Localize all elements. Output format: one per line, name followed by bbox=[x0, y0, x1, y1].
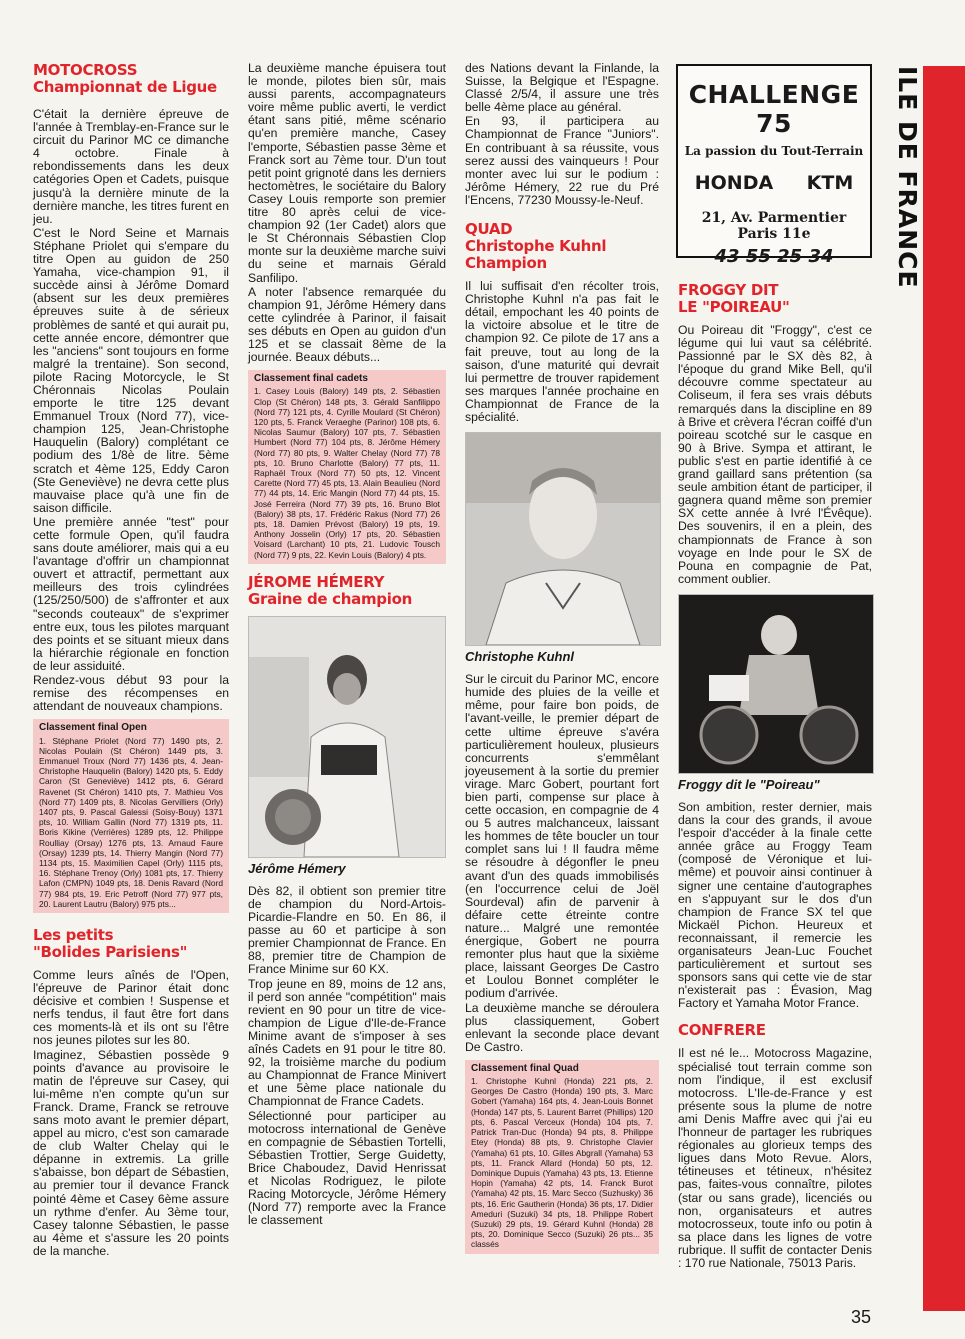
article-paragraph: Rendez-vous début 93 pour la remise des récompenses en attendant de nouveaux champions. bbox=[33, 673, 229, 714]
results-box-quad bbox=[465, 1060, 659, 1254]
confrere-heading: CONFRERE bbox=[678, 1021, 766, 1040]
article-paragraph: Sur le circuit du Parinor MC, encore humide des pluies de la veille et même, pour faire bon poids, de l'avant-veille, le premier départ de cette ultime épreuve s'avéra particulièrement houleux, plusieurs concurrents s'emmêlant joyeusement à la sortie du premier virage. Marc Gobert, pourtant fort bien parti, compense sur place à cette occasion, en compagnie de 4 ou 5 autres malchanceux, laissant les hommes de tête boucler un tour complet sans lui ! Il faudra même se résoudre à dégonfler le pneu avant d'un des quads immobilisés (en l'occurrence celui de Joël Sourdeval) afin de parvenir à défaire cette étreinte contre nature... Malgré une remontée énergique, Gobert ne pourra remonter plus haut que la sixième place, laissant Georges De Castro et Loulou Bonnet compléter le podium d'arrivée. bbox=[465, 672, 659, 1001]
ad-city: Paris 11e bbox=[737, 226, 811, 242]
results-box-title: Classement final Quad bbox=[471, 1062, 579, 1074]
froggy-photo-illustration bbox=[679, 595, 873, 773]
article-paragraph: En 93, il participera au Championnat de France "Juniors". En contribuant à sa réussite, vous serez aussi des vainqueurs ! Pour monter avec lui sur le podium : Jérôme Hémery, 22 rue du Pré l'Encens, 77230 Moussy-le-Neuf. bbox=[465, 114, 659, 207]
article-paragraph: La deuxième manche épuisera tout le monde, pilotes bien sûr, mais aussi parents, accompagnateurs voire même public averti, le verdict étant sans pitié, même scénario qu'en première manche, Casey l'emporte, Sébastien passe 3ème et Franck sort au 7ème tour. D'un tout petit point grignoté dans les derniers hectomètres, le sociétaire du Balory Casey Louis remporte son premier titre 80 après celui de vice-champion 92 (1er Cadet) alors que le St Chéronnais Sébastien Clop monte sur la deuxième marche suivi du seine et marnais Gérald Sanfilipo. bbox=[248, 61, 446, 285]
motocross-title: Championnat de Ligue bbox=[33, 78, 217, 96]
hemery-title: JÉROME HÉMERY bbox=[248, 572, 385, 591]
results-box-text: 1. Casey Louis (Balory) 149 pts, 2. Sébastien Clop (St Chéron) 148 pts, 3. Gérald Sanfilippo (Nord 77) 121 pts, 4. Cyrille Moulard (St Chéron) 120 pts, 5. Franck Veraeghe (Parinor) 108 pts, 6. Nicolas Saumur (Balory) 107 pts, 7. Sébastien Humbert (Nord 77) 104 pts, 8. Jérôme Hémery (Nord 77) 80 pts, 9. Walter Chelay (Nord 77) 78 pts, 10. Bruno Charlotte (Balory) 77 pts, 11. Raphaël Troux (Nord 77) 50 pts, 12. Vincent Carette (Nord 77) 45 pts, 13. Alain Beaulieu (Nord 77) 44 pts, 14. Eric Mangin (Nord 77) 44 pts, 15. José Ferreira (Nord 77) 39 pts, 16. Bruno Blot (Balory) 38 pts, 17. Frédéric Rakus (Nord 77) 26 pts, 18. Damien Prévost (Balory) 19 pts, 19. Anthony Josselin (Orly) 17 pts, 20. Sébastien Voisard (Larchant) 10 pts, 21. Ludovic Tousch (Nord 77) 9 pts, 22. Kevin Louis (Balory) 4 pts. bbox=[254, 386, 440, 560]
quad-kicker: QUAD bbox=[465, 220, 513, 239]
quad-title-line2: Champion bbox=[465, 254, 547, 273]
froggy-title-line2: LE "POIREAU" bbox=[678, 298, 790, 316]
article-paragraph: C'était la dernière épreuve de l'année à Tremblay-en-France sur le circuit du Parinor MC ce dimanche 4 octobre. Finale à rebondissements dans les deux catégories Open et Cadets, puisque jusqu'à la dernière minute de la dernière manche, les titres furent en jeu. bbox=[33, 107, 229, 226]
column-3 bbox=[465, 62, 659, 1262]
results-box-title: Classement final Open bbox=[39, 722, 147, 734]
results-box-title: Classement final cadets bbox=[254, 373, 368, 385]
results-box-text: 1. Stéphane Priolet (Nord 77) 1490 pts, 2. Nicolas Poulain (St Chéron) 1449 pts, 3. Emmanuel Troux (Nord 77) 1436 pts, 4. Jean-Christophe Hauquelin (Balory) 1420 pts, 5. Eddy Caron (St Geneviève) 1412 pts, 6. Gérard Ravenet (St Chéron) 1410 pts, 7. Mathieu Vos (Nord 77) 1409 pts, 8. Nicolas Gervilliers (Orly) 1407 pts, 9. Pascal Galessi (Soisy-Bouy) 1371 pts, 10. William Gallin (Nord 77) 1319 pts, 11. Boris Kikine (Verrières) 1289 pts, 12. Philippe Roulliay (Orsay) 1276 pts, 13. Arnaud Faure (Orsay) 1239 pts, 14. Thierry Mangin (Nord 77) 1134 pts, 15. Maximilien Capel (Orly) 1115 pts, 16. Stéphane Trenoy (Orly) 1081 pts, 17. Thierry Lafon (CMPN) 1049 pts, 18. Denis Ravard (Nord 77) 984 pts, 19. Eric Petroff (Nord 77) 977 pts, 20. Laurent Lautru (Balory) 975 pts... bbox=[39, 735, 223, 909]
article-paragraph: Sélectionné pour participer au motocross international de Genève en compagnie de Sébastien Tortelli, Sébastien Trottier, Serge Guidetty, Brice Chaboudez, David Henrissat et Nicolas Rodriguez, le pilote Racing Motorcycle, Jérôme Hémery (Nord 77) remporte avec la France le classement bbox=[248, 1108, 446, 1228]
column-2 bbox=[248, 62, 446, 1228]
quad-title-line1: Christophe Kuhnl bbox=[465, 237, 607, 256]
motocross-kicker: MOTOCROSS bbox=[33, 61, 138, 79]
ad-brands-row bbox=[678, 172, 870, 194]
kuhnl-photo bbox=[465, 432, 661, 646]
ad-address: 21, Av. Parmentier bbox=[701, 210, 847, 226]
ad-brand: CHALLENGE 75 bbox=[688, 80, 860, 138]
column-4 bbox=[678, 282, 872, 1271]
ad-brand-ktm: KTM bbox=[806, 172, 854, 194]
results-box-text: 1. Christophe Kuhnl (Honda) 221 pts, 2. Georges De Castro (Honda) 190 pts, 3. Marc Gobert (Yamaha) 164 pts, 4. Jean-Louis Bonnet (Honda) 147 pts, 5. Laurent Barret (Phillips) 120 pts, 6. Pascal Verceux (Honda) 104 pts, 7. Patrick Tran-Duc (Honda) 94 pts, 8. Philippe Etey (Honda) 88 pts, 9. Christophe Clavier (Yamaha) 61 pts, 10. Gilles Abgrall (Yamaha) 53 pts, 11. Franck Allard (Honda) 50 pts, 12. Dominique Dupuis (Yamaha) 43 pts, 13. Etienne Hopin (Yamaha) 42 pts, 14. Franck Burot (Yamaha) 42 pts, 15. Marc Secco (Suzhusky) 36 pts, 16. Eric Gautherin (Honda) 36 pts, 17. Didier Ameduri (Suzuki) 34 pts, 18. Philippe Robert (Suzuki) 29 pts, 19. Gérard Kuhnl (Honda) 28 pts, 20. Dominique Secco (Suzuki) 26 pts... 35 classés bbox=[471, 1076, 653, 1250]
article-paragraph: Il lui suffisait d'en récolter trois, Christophe Kuhnl n'a pas fait le détail, empochant les 40 points de la victoire absolue et le titre de champion 92. Ce pilote de 17 ans a fait preuve, tout au long de la saison, d'une maturité qui devrait lui permettre de trouver rapidement ses marques l'année prochaine en Championnat de France de la spécialité. bbox=[465, 279, 659, 424]
article-paragraph: Ou Poireau dit "Froggy", c'est ce légume qui lui vaut sa célébrité. Passionné par le SX dès 82, à l'époque du grand Mike Bell, qu'il découvre comme spectateur au Coliseum, il fera ses vrais débuts remarqués dans la discipline en 89 à Brive et crèvera l'écran coiffé d'un poireau scotché sur le casque en 90 à Brive. Sympa et attirant, le public s'est en partie identifié à ce grand gaillard sans prétention (sa seule ambition étant de participer, il gagnera quand même son premier SX cette année à Ivré l'Évêque). Des souvenirs, il en a plein, des championnats de France à son voyage en Inde pour le SX de Pouna en compagnie de Pat, comment oublier. bbox=[678, 323, 872, 586]
results-box-open bbox=[33, 719, 229, 913]
section-tab-label: ILE DE FRANCE bbox=[893, 66, 922, 289]
article-paragraph: Il est né le... Motocross Magazine, spécialisé tout terrain comme son nom l'indique, il est exclusif motocross. L'Ile-de-France y est présente sous la plume de notre ami Denis Maffre avec qui j'ai eu l'honneur de partager les rubriques régionales au glorieux temps des ligues dans Moto Revue. Alors, tétineuses et tétineux, n'hésitez pas, faites-vous connaître, pilotes (star ou sans grade), licenciés ou non, organisateurs et autres motocrosseux, toute info ou potin à sa place dans les lignes de votre rubrique. Il suffit de contacter Denis : 170 rue Nationale, 75013 Paris. bbox=[678, 1046, 872, 1270]
article-paragraph: Son ambition, rester dernier, mais dans la cour des grands, il avoue l'espoir d'accéder à la finale cette année grâce au Froggy Team (composé de Véronique et lui-même) et pouvoir ainsi continuer à signer une centaine d'autographes en s'appuyant sur le dos d'un champion de France SX tel que Mickaël Pichon. Heureux et reconnaissant, il remercie les organisateurs Jean-Luc Fouchet particulièrement et surtout ses sponsors sans qui cette vie de star n'existerait pas : Évasion, Mag Factory et Yamaha Motor France. bbox=[678, 799, 872, 1011]
petits-bolides-line1: Les petits bbox=[33, 925, 114, 944]
froggy-heading bbox=[678, 282, 872, 316]
froggy-title-line1: FROGGY DIT bbox=[678, 281, 779, 299]
petits-bolides-line2: "Bolides Parisiens" bbox=[33, 942, 188, 961]
kuhnl-photo-illustration bbox=[466, 433, 660, 645]
ad-phone: 43 55 25 34 bbox=[714, 246, 834, 267]
petits-bolides-heading bbox=[33, 927, 229, 961]
froggy-photo bbox=[678, 594, 874, 774]
article-paragraph: Imaginez, Sébastien possède 9 points d'avance au provisoire le matin de l'épreuve sur Casey, qui lui-même n'en compte qu'un sur Franck. Drame, Franck se retrouve sans moto avant le premier départ, appel au micro, c'est son camarade de club Walter Chelay qui le dépanne in extremis. La grille s'abaisse, bon départ de Sébastien, au premier tour il devance Franck pointé 4ème et Casey 6ème assure un rythme d'enfer. Au 3ème tour, Casey talonne Sébastien, le passe au 4ème et s'assure les 20 points de la manche. bbox=[33, 1047, 229, 1258]
ad-tagline: La passion du Tout-Terrain bbox=[684, 144, 864, 158]
kuhnl-photo-caption: Christophe Kuhnl bbox=[465, 649, 575, 665]
article-paragraph: Comme leurs aînés de l'Open, l'épreuve de Parinor était donc décisive et combien ! Suspense et nerfs tendus, il faut être fort dans ces moments-là et ils ont su l'être nos jeunes pilotes sur les 80. bbox=[33, 967, 229, 1048]
hemery-photo-caption: Jérôme Hémery bbox=[248, 860, 346, 876]
column-1 bbox=[33, 62, 229, 1259]
hemery-heading bbox=[248, 574, 446, 608]
article-paragraph: La deuxième manche se déroulera plus classiquement, Gobert enlevant la seconde place devant De Castro. bbox=[465, 1000, 659, 1054]
hemery-photo-illustration bbox=[249, 617, 445, 857]
article-paragraph: Dès 82, il obtient son premier titre de champion du Nord-Artois-Picardie-Flandre en 50. En 86, il passe au 60 et participe à son premier Championnat de France. En 88, premier titre de Champion de France Minime sur 60 KX. bbox=[248, 883, 446, 977]
froggy-photo-caption: Froggy dit le "Poireau" bbox=[678, 776, 820, 792]
ad-brand-honda: HONDA bbox=[694, 172, 774, 194]
article-paragraph: Une première année "test" pour cette formule Open, qu'il faudra sans doute améliorer, mais qui a eu l'avantage d'offrir un championnat ouvert et attractif, permettant aux meilleurs des trois cylindrées (125/250/500) de s'affronter et aux "seconds couteaux" de s'exprimer entre eux, tous les pilotes marquant des points et se situant mieux dans la hiérarchie régionale en fonction de leur assiduité. bbox=[33, 514, 229, 673]
article-paragraph: Trop jeune en 89, moins de 12 ans, il perd son année "compétition" mais revient en 90 pour un titre de vice-champion de Ligue d'Ile-de-France Minime avant de s'imposer à ses aînés Cadets en 91 pour le titre 80. 92, la troisième marche du podium au Championnat de France Minivert et une 5ème place nationale du Championnat de France Cadets. bbox=[248, 976, 446, 1109]
hemery-photo bbox=[248, 616, 446, 858]
hemery-subtitle: Graine de champion bbox=[248, 589, 412, 608]
section-tab-bar bbox=[923, 66, 965, 1311]
quad-heading bbox=[465, 221, 659, 272]
article-paragraph: C'est le Nord Seine et Marnais Stéphane Priolet qui s'empare du titre Open au guidon de 250 Yamaha, vice-champion 91, il succède ainsi à Jérôme Domard (absent sur les deux premières épreuves suite à de sérieux problèmes de santé et qui aurait pu, cette année encore, démontrer que les "anciens" sont toujours en forme malgré la trentaine). Son second, pilote Racing Motorcycle, le St Chéronnais Nicolas Poulain emporte le titre 125 devant Emmanuel Troux (Nord 77), vice-champion 125, Jean-Christophe Hauquelin (Balory) complétant ce podium des 1/8è de litre. 5ème scratch et 4ème 125, Eddy Caron (Ste Geneviève) ne devra cette plus mauvaise place qu'à une fin de saison difficile. bbox=[33, 225, 229, 515]
motocross-heading bbox=[33, 62, 229, 96]
article-paragraph: des Nations devant la Finlande, la Suisse, la Belgique et l'Espagne. Classé 2/5/4, il assure une très belle 4ème place au général. bbox=[465, 61, 659, 115]
article-paragraph: A noter l'absence remarquée du champion 91, Jérôme Hémery dans cette cylindrée à Parinor, il faisait ses débuts en Open au guidon d'un 125 et se classait 8ème de la journée. Beaux débuts... bbox=[248, 284, 446, 365]
challenge75-ad bbox=[676, 64, 872, 267]
results-box-cadets bbox=[248, 370, 446, 564]
page-number: 35 bbox=[851, 1307, 872, 1327]
